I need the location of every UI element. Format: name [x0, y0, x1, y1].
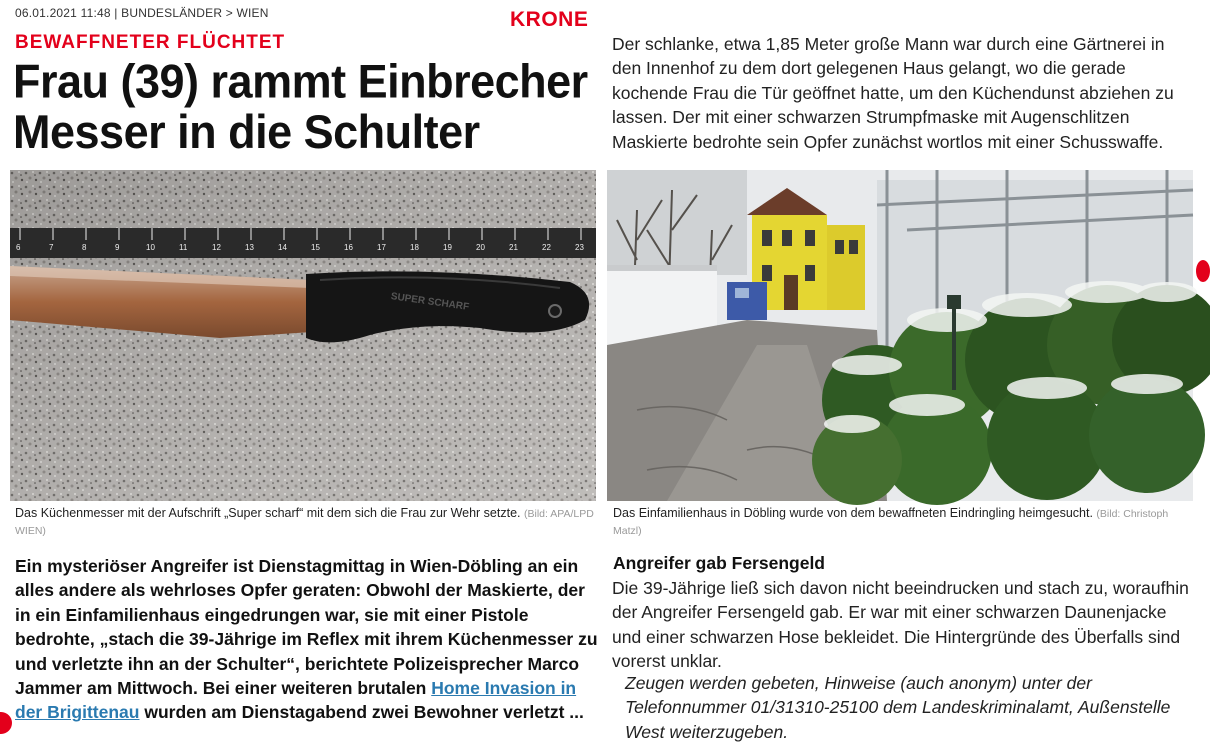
breadcrumb[interactable]: | BUNDESLÄNDER > WIEN	[114, 6, 269, 20]
section-body: Die 39-Jährige ließ sich davon nicht beeindrucken und stach zu, woraufhin der Angreifer Fersengeld gab. Er war mit einer schwarzen Daunenjacke und einer schwarzen Hose bekleidet. Die Hintergründe des Überfalls sind vorerst unklar.	[612, 578, 1189, 672]
lead-paragraph	[15, 554, 600, 725]
scroll-marker[interactable]	[1196, 260, 1210, 282]
ruler-tick: 11	[179, 243, 188, 252]
knife-photo[interactable]	[10, 170, 596, 501]
ruler-tick: 17	[377, 243, 386, 252]
ruler-tick: 23	[575, 243, 584, 252]
house-photo-caption	[613, 505, 1193, 539]
intro-paragraph: Der schlanke, etwa 1,85 Meter große Mann war durch eine Gärtnerei in den Innenhof zu dem dort gelegenen Haus gelangt, wo die gerade kochende Frau die Tür geöffnet hatte, um den Küchendunst abziehen zu lassen. Der mit einer schwarzen Strumpfmaske mit Augenschlitzen Maskierte bedrohte sein Opfer zunächst wortlos mit einer Schusswaffe.	[612, 34, 1174, 152]
ruler-tick: 18	[410, 243, 419, 252]
brand-logo[interactable]: KRONE	[510, 8, 589, 31]
witness-appeal: Zeugen werden gebeten, Hinweise (auch anonym) unter der Telefonnummer 01/31310-25100 dem Landeskriminalamt, Außenstelle West weiterzugeben.	[625, 673, 1171, 742]
related-article-link[interactable]: Home Invasion in der Brigittenau	[15, 678, 577, 723]
photo-credit: (Bild: Christoph Matzl)	[613, 508, 1169, 537]
ruler-tick: 13	[245, 243, 254, 252]
ruler-tick: 9	[115, 243, 120, 252]
article-kicker: BEWAFFNETER FLÜCHTET	[15, 32, 286, 53]
house-photo[interactable]	[607, 170, 1193, 501]
ruler-tick: 8	[82, 243, 87, 252]
ruler-tick: 16	[344, 243, 353, 252]
knife-inscription: SUPER SCHARF	[390, 291, 470, 313]
lead-text-end: wurden am Dienstagabend zwei Bewohner verletzt ...	[139, 702, 584, 723]
share-bubble[interactable]	[0, 712, 12, 734]
article-date: 06.01.2021 11:48	[15, 6, 111, 20]
ruler-tick: 21	[509, 243, 518, 252]
caption-text: Das Einfamilienhaus in Döbling wurde von dem bewaffneten Eindringling heimgesucht.	[613, 506, 1093, 520]
article-headline: Frau (39) rammt Einbrecher Messer in die Schulter	[13, 53, 588, 159]
ruler-tick: 22	[542, 243, 551, 252]
lead-text: Ein mysteriöser Angreifer ist Dienstagmittag in Wien-Döbling an ein alles andere als wehrloses Opfer geraten: Obwohl der Maskierte, der in ein Einfamilienhaus eingedrungen war, sie mit einer Pistole bedrohte, „stach die 39-Jährige im Reflex mit ihrem Küchenmesser zu und verletzte ihn an der Schulter“, berichtete Polizeisprecher Marco Jammer am Mittwoch. Bei einer weiteren brutalen	[15, 556, 598, 699]
section-heading: Angreifer gab Fersengeld	[613, 553, 825, 573]
ruler-tick: 14	[278, 243, 287, 252]
caption-text: Das Küchenmesser mit der Aufschrift „Super scharf“ mit dem sich die Frau zur Wehr setzte.	[15, 506, 521, 520]
photo-credit: (Bild: APA/LPD WIEN)	[15, 508, 594, 537]
knife-photo-caption	[15, 505, 595, 539]
ruler-tick: 15	[311, 243, 320, 252]
ruler-tick: 6	[16, 243, 21, 252]
ruler-tick: 12	[212, 243, 221, 252]
ruler-tick: 10	[146, 243, 155, 252]
ruler-tick: 19	[443, 243, 452, 252]
ruler-tick: 20	[476, 243, 485, 252]
article-meta	[15, 6, 269, 20]
ruler-tick: 7	[49, 243, 54, 252]
